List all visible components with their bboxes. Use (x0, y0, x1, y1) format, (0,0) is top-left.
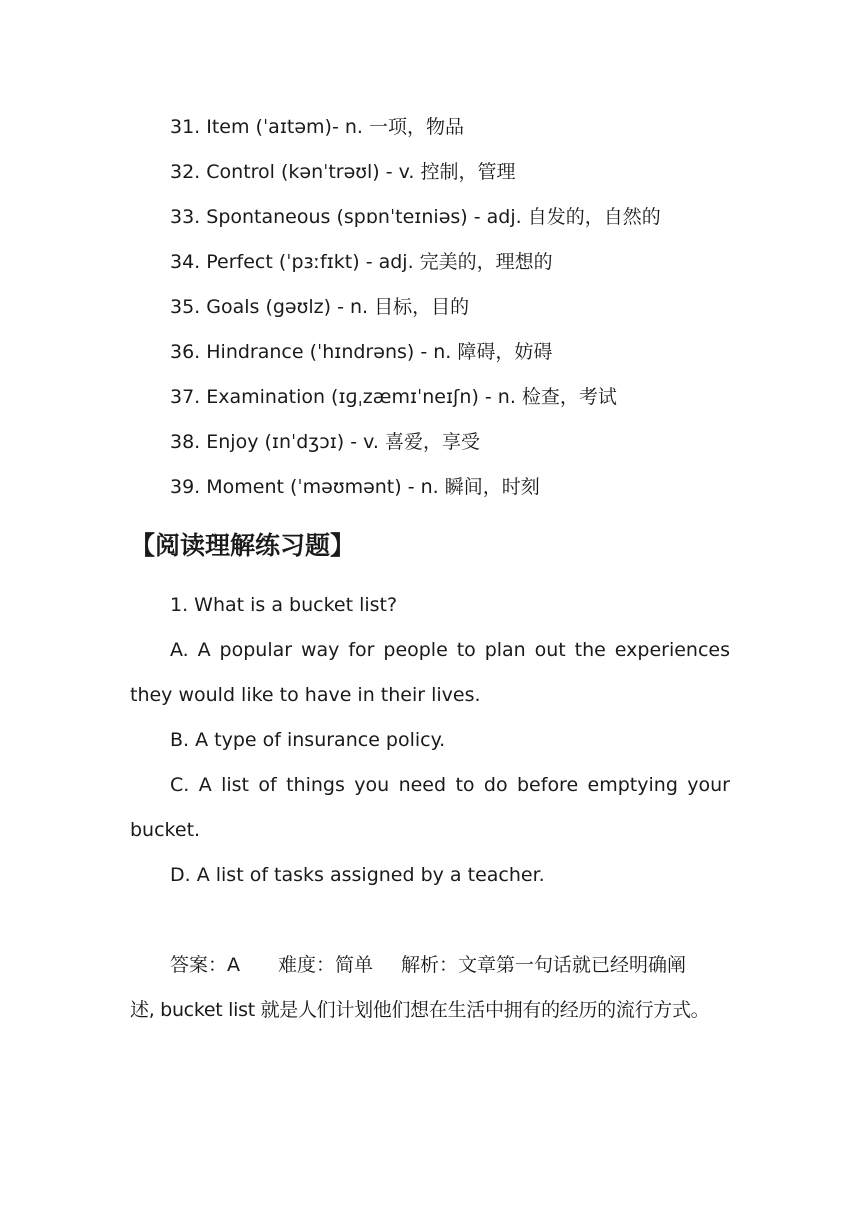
option-c: C. A list of things you need to do before emptying your bucket. (130, 774, 730, 841)
vocabulary-item: 34. Perfect (ˈpɜːfɪkt) - adj. 完美的，理想的 (170, 251, 553, 273)
analysis-text: 解析：文章第一句话就已经明确阐 (401, 954, 687, 976)
vocabulary-list (170, 110, 661, 515)
analysis-continuation: 述, bucket list 就是人们计划他们想在生活中拥有的经历的流行方式。 (130, 999, 710, 1021)
option-d: D. A list of tasks assigned by a teacher. (170, 864, 545, 886)
vocabulary-item: 31. Item (ˈaɪtəm)- n. 一项，物品 (170, 116, 464, 138)
vocabulary-item: 37. Examination (ɪɡˌzæmɪˈneɪʃn) - n. 检查，考试 (170, 386, 617, 408)
difficulty-label: 难度：简单 (278, 954, 374, 976)
vocabulary-item: 32. Control (kənˈtrəʊl) - v. 控制，管理 (170, 161, 516, 183)
option-a: A. A popular way for people to plan out the experiences they would like to have in their lives. (130, 639, 730, 706)
answer-label: 答案：A (170, 954, 240, 976)
quiz-question (130, 583, 730, 898)
vocabulary-item: 39. Moment (ˈməʊmənt) - n. 瞬间，时刻 (170, 476, 540, 498)
vocabulary-item: 38. Enjoy (ɪnˈdʒɔɪ) - v. 喜爱，享受 (170, 431, 480, 453)
question-stem: 1. What is a bucket list? (170, 594, 398, 616)
option-b: B. A type of insurance policy. (170, 729, 446, 751)
section-heading: 【阅读理解练习题】 (130, 531, 356, 560)
vocabulary-item: 35. Goals (gəʊlz) - n. 目标，目的 (170, 296, 470, 318)
vocabulary-item: 36. Hindrance (ˈhɪndrəns) - n. 障碍，妨碍 (170, 341, 553, 363)
vocabulary-item: 33. Spontaneous (spɒnˈteɪniəs) - adj. 自发的，自然的 (170, 206, 661, 228)
answer-block (130, 943, 740, 1033)
